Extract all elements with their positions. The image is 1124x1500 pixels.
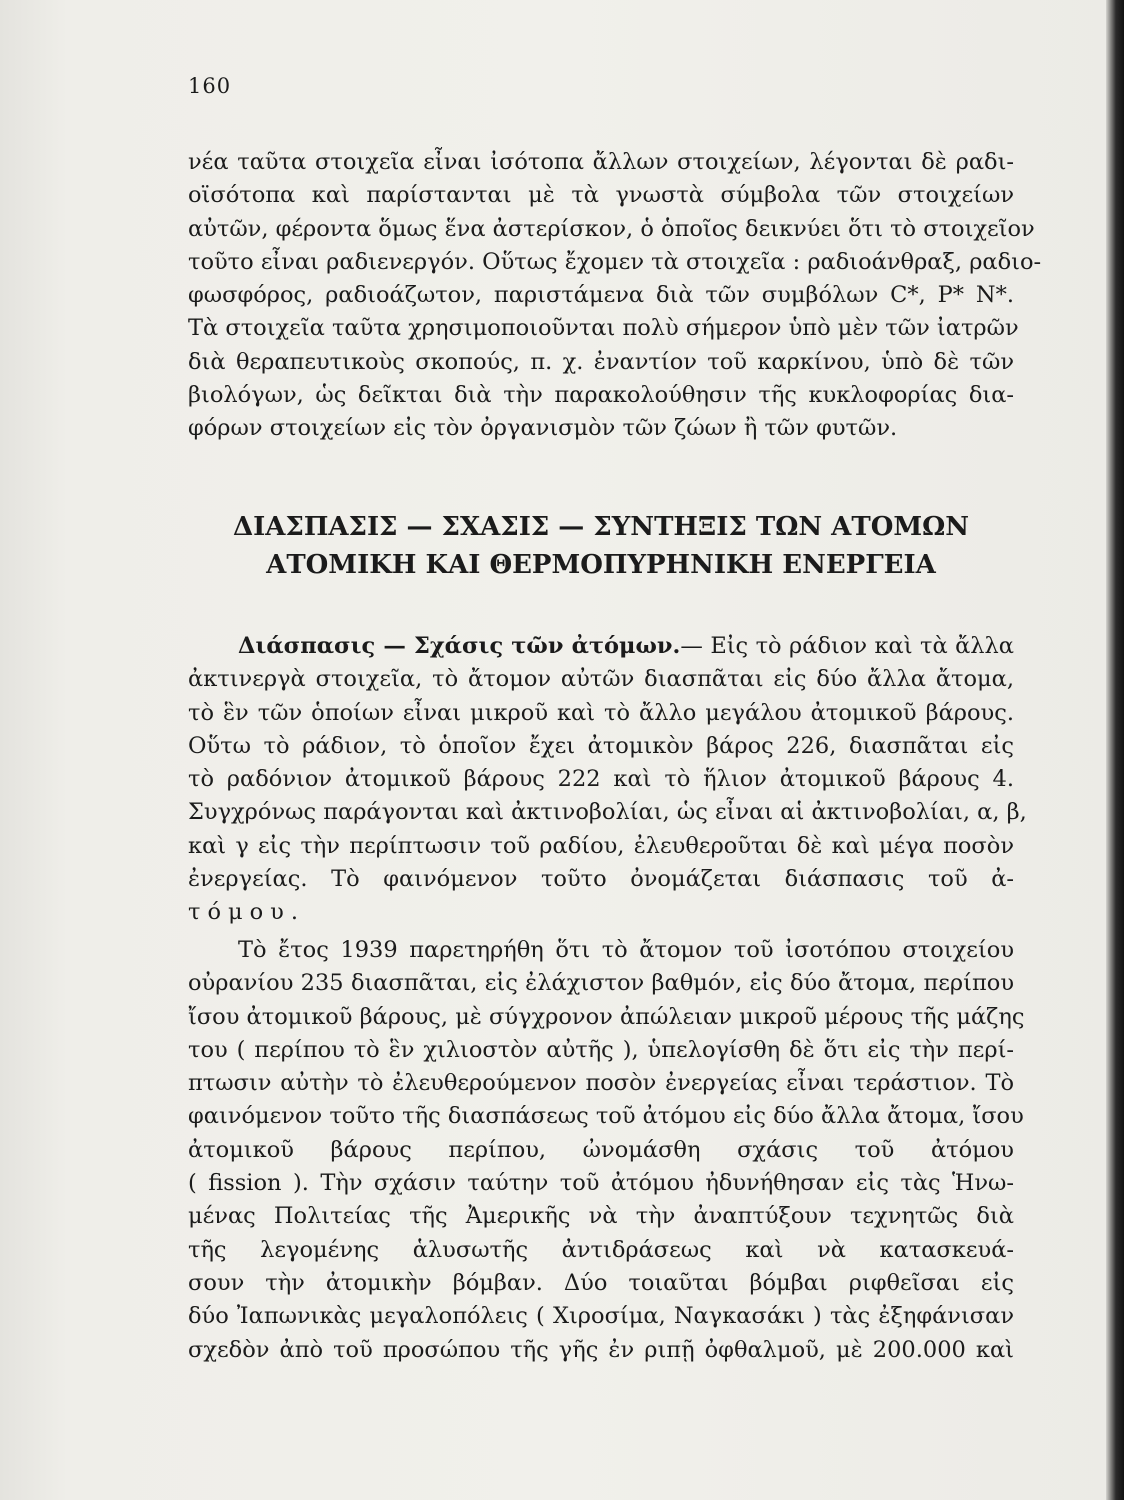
- text-line: δύο Ἰαπωνικὰς μεγαλοπόλεις ( Χιροσίμα, Ναγκασάκι ) τὰς ἐξηφάνισαν: [188, 1303, 1014, 1330]
- text-line: ( fission ). Τὴν σχάσιν ταύτην τοῦ ἀτόμου ἠδυνήθησαν εἰς τὰς Ἡνω-: [188, 1170, 1014, 1197]
- text-line: Τὰ στοιχεῖα ταῦτα χρησιμοποιοῦνται πολὺ σήμερον ὑπὸ μὲν τῶν ἰατρῶν: [188, 315, 1019, 342]
- text-line: Οὕτω τὸ ράδιον, τὸ ὁποῖον ἔχει ἀτομικὸν βάρος 226, διασπᾶται εἰς: [188, 732, 1014, 759]
- text-line: φωσφόρος, ραδιοάζωτον, παριστάμενα διὰ τῶν συμβόλων C*, P* N*.: [188, 282, 1014, 309]
- text-line: ἀτομικοῦ βάρους περίπου, ὠνομάσθη σχάσις τοῦ ἀτόμου: [188, 1136, 1014, 1163]
- text-line: οὐρανίου 235 διασπᾶται, εἰς ἐλάχιστον βαθμόν, εἰς δύο ἄτομα, περίπου: [188, 970, 1014, 997]
- paragraph-uranium-fission: [188, 934, 1025, 1367]
- text-line: σχεδὸν ἀπὸ τοῦ προσώπου τῆς γῆς ἐν ριπῇ ὀφθαλμοῦ, μὲ 200.000 καὶ: [188, 1336, 1014, 1363]
- text-line: καὶ γ εἰς τὴν περίπτωσιν τοῦ ραδίου, ἐλευθεροῦται δὲ καὶ μέγα ποσὸν: [188, 832, 1014, 859]
- text-line: ἐνεργείας. Τὸ φαινόμενον τοῦτο ὀνομάζεται διάσπασις τοῦ ἀ-: [188, 866, 1014, 893]
- text-line: βιολόγων, ὡς δεῖκται διὰ τὴν παρακολούθησιν τῆς κυκλοφορίας δια-: [188, 382, 1014, 409]
- text-line: τόμου.: [188, 899, 305, 926]
- text-line: τὸ ἓν τῶν ὁποίων εἶναι μικροῦ καὶ τὸ ἄλλο μεγάλου ἀτομικοῦ βάρους.: [188, 699, 1014, 726]
- text-line: Τὸ ἔτος 1939 παρετηρήθη ὅτι τὸ ἄτομον τοῦ ἰσοτόπου στοιχείου: [238, 937, 1014, 963]
- text-line: Συγχρόνως παράγονται καὶ ἀκτινοβολίαι, ὡς εἶναι αἱ ἀκτινοβολίαι, α, β,: [188, 799, 1027, 826]
- subheading: Διάσπασις — Σχάσις τῶν ἀτόμων.: [238, 633, 681, 659]
- text-line: διὰ θεραπευτικοὺς σκοπούς, π. χ. ἐναντίον τοῦ καρκίνου, ὑπὸ δὲ τῶν: [188, 348, 1014, 375]
- text-line: φόρων στοιχείων εἰς τὸν ὀργανισμὸν τῶν ζώων ἢ τῶν φυτῶν.: [188, 415, 898, 442]
- section-heading-line-2: ΑΤΟΜΙΚΗ ΚΑΙ ΘΕΡΜΟΠΥΡΗΝΙΚΗ ΕΝΕΡΓΕΙΑ: [266, 550, 936, 580]
- text-line: φαινόμενον τοῦτο τῆς διασπάσεως τοῦ ἀτόμου εἰς δύο ἄλλα ἄτομα, ἴσου: [188, 1103, 1024, 1130]
- text-line: σουν τὴν ἀτομικὴν βόμβαν. Δύο τοιαῦται βόμβαι ριφθεῖσαι εἰς: [188, 1269, 1014, 1296]
- text-run: — Εἰς τὸ ράδιον καὶ τὰ ἄλλα: [680, 633, 1014, 659]
- text-line: ἀκτινεργὰ στοιχεῖα, τὸ ἄτομον αὐτῶν διασπᾶται εἰς δύο ἄλλα ἄτομα,: [188, 666, 1014, 693]
- page-number: 160: [188, 74, 232, 98]
- page-edge-shadow: [1106, 0, 1124, 1500]
- text-line: πτωσιν αὐτὴν τὸ ἐλευθερούμενον ποσὸν ἐνεργείας εἶναι τεράστιον. Τὸ: [188, 1070, 1014, 1097]
- text-line: [188, 630, 1014, 663]
- text-line: οϊσότοπα καὶ παρίστανται μὲ τὰ γνωστὰ σύμβολα τῶν στοιχείων: [188, 182, 1014, 209]
- paragraph-radioisotopes: [188, 146, 1042, 446]
- text-line: αὐτῶν, φέροντα ὅμως ἕνα ἀστερίσκον, ὁ ὁποῖος δεικνύει ὅτι τὸ στοιχεῖον: [188, 215, 1035, 242]
- text-line: νέα ταῦτα στοιχεῖα εἶναι ἰσότοπα ἄλλων στοιχείων, λέγονται δὲ ραδι-: [188, 149, 1014, 175]
- section-heading-line-1: ΔΙΑΣΠΑΣΙΣ — ΣΧΑΣΙΣ — ΣΥΝΤΗΞΙΣ ΤΩΝ ΑΤΟΜΩΝ: [232, 512, 970, 542]
- text-line: μένας Πολιτείας τῆς Ἀμερικῆς νὰ τὴν ἀναπτύξουν τεχνητῶς διὰ: [188, 1203, 1014, 1230]
- text-line: ἴσου ἀτομικοῦ βάρους, μὲ σύγχρονον ἀπώλειαν μικροῦ μέρους τῆς μάζης: [188, 1003, 1025, 1030]
- text-line: τῆς λεγομένης ἁλυσωτῆς ἀντιδράσεως καὶ νὰ κατασκευά-: [188, 1236, 1014, 1263]
- paragraph-fission-intro: [188, 630, 1027, 930]
- text-line: του ( περίπου τὸ ἓν χιλιοστὸν αὐτῆς ), ὑπελογίσθη δὲ ὅτι εἰς τὴν περί-: [188, 1036, 1014, 1063]
- text-line: τοῦτο εἶναι ραδιενεργόν. Οὕτως ἔχομεν τὰ στοιχεῖα : ραδιοάνθραξ, ραδιο-: [188, 248, 1042, 275]
- text-line: τὸ ραδόνιον ἀτομικοῦ βάρους 222 καὶ τὸ ἥλιον ἀτομικοῦ βάρους 4.: [188, 766, 1014, 793]
